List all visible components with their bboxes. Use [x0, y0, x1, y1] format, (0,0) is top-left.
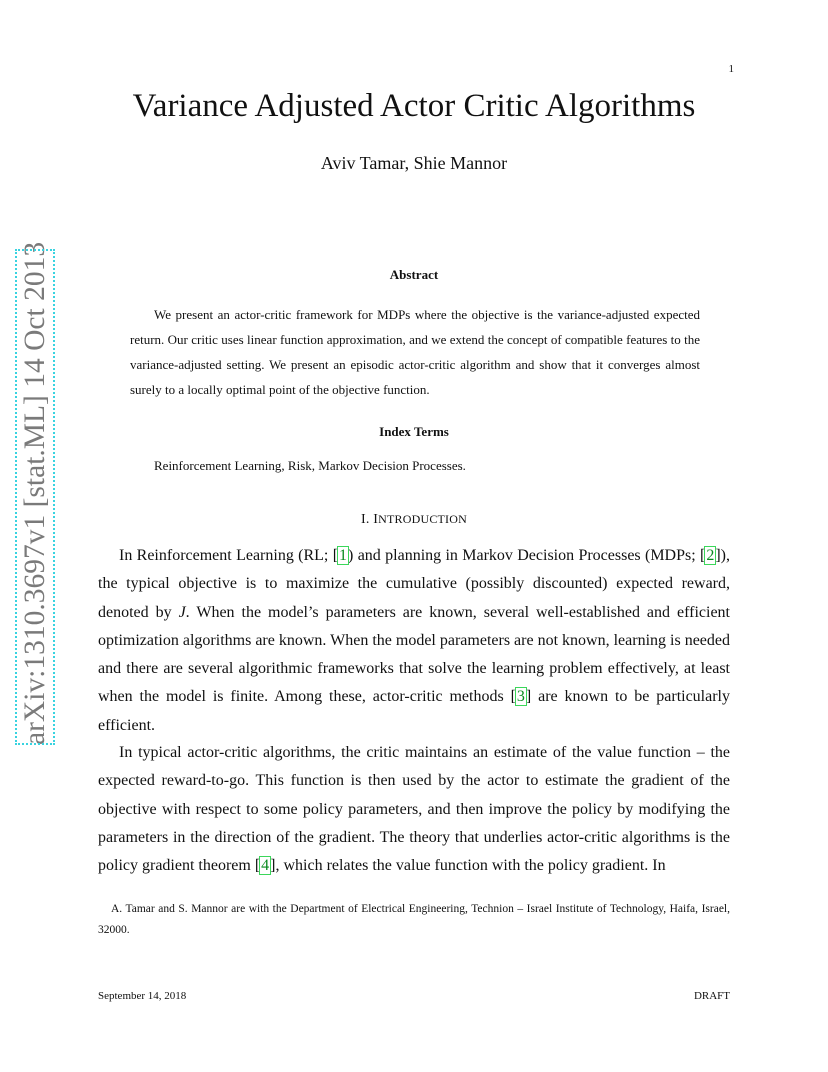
citation-link[interactable]: 1 — [339, 547, 348, 564]
paper-title: Variance Adjusted Actor Critic Algorithms — [132, 88, 696, 124]
text-run: In Reinforcement Learning (RL; — [119, 547, 333, 564]
text-run: , which relates the value function with the policy gradient. In — [275, 857, 666, 875]
section-title-rest: NTRODUCTION — [378, 512, 467, 526]
intro-paragraph-2: In typical actor-critic algorithms, the critic maintains an estimate of the value function – the expected reward-to-go. This function is then used by the actor to estimate the gradient of the objective with respect to some policy parameters, and then improve the policy by modifying the parameters in the direction of the gradient. The theory that underlies actor-critic algorithms is the policy gradient theorem [4], which relates the value function with the policy gradient. In — [98, 744, 730, 875]
page-number: 1 — [728, 63, 734, 75]
math-symbol: J — [178, 603, 186, 621]
abstract-body: We present an actor-critic framework for MDPs where the objective is the variance-adjusted expected return. Our critic uses linear function approximation, and we extend the concept of compatible features to the variance-adjusted setting. We present an episodic actor-critic algorithm and show that it converges almost surely to a locally optimal point of the objective function. — [130, 307, 700, 397]
index-terms-heading: Index Terms — [379, 424, 449, 439]
text-run: In typical actor-critic algorithms, the critic maintains an estimate of the value function – the expected reward-to-go. This function is then used by the actor to estimate the gradient of the objective with respect to some policy parameters, and then improve the policy by modifying the parameters in the direction of the gradient. The theory that underlies actor-critic algorithms is the policy gradient theorem — [98, 744, 730, 875]
author-footnote: A. Tamar and S. Mannor are with the Department of Electrical Engineering, Technion – Israel Institute of Technology, Haifa, Israel, 32000. — [98, 903, 730, 936]
text-run: ), the typical objective is to maximize the cumulative (possibly discounted) expected reward, denoted by — [98, 547, 730, 621]
arxiv-stamp-label: arXiv:1310.3697v1 [stat.ML] 14 Oct 2013 — [15, 249, 55, 745]
section-heading — [0, 512, 828, 528]
text-run: . When the model’s parameters are known, several well-established and efficient optimization algorithms are known. When the model parameters are not known, learning is needed and there are several algorithmic frameworks that solve the learning problem effectively, at least when the model is finite. Among these, actor-critic methods — [98, 603, 730, 706]
text-run: ) and planning in Markov Decision Processes (MDPs; — [348, 547, 701, 564]
footer-status: DRAFT — [693, 990, 730, 1002]
text-run: are known to be particularly efficient. — [98, 688, 731, 734]
citation-link[interactable]: 3 — [516, 688, 525, 706]
intro-paragraph-1: In Reinforcement Learning (RL; [1) and planning in Markov Decision Processes (MDPs; [2]), the typical objective is to maximize the cumulative (possibly discounted) expected reward, denoted by J. When the model’s parameters are known, several well-established and efficient optimization algorithms are known. When the model parameters are not known, learning is needed and there are several algorithmic frameworks that solve the learning problem effectively, at least when the model is finite. Among these, actor-critic methods [3] are known to be particularly efficient. — [98, 547, 731, 734]
section-title-initial: I — [373, 512, 379, 527]
section-number: I. — [360, 512, 370, 527]
paper-authors: Aviv Tamar, Shie Mannor — [320, 153, 508, 173]
abstract-heading: Abstract — [389, 267, 439, 282]
footer-date: September 14, 2018 — [98, 990, 187, 1002]
citation-link[interactable]: 2 — [706, 547, 715, 564]
section-title — [373, 512, 467, 527]
index-terms-body: Reinforcement Learning, Risk, Markov Decision Processes. — [154, 458, 466, 473]
citation-link[interactable]: 4 — [261, 857, 270, 875]
